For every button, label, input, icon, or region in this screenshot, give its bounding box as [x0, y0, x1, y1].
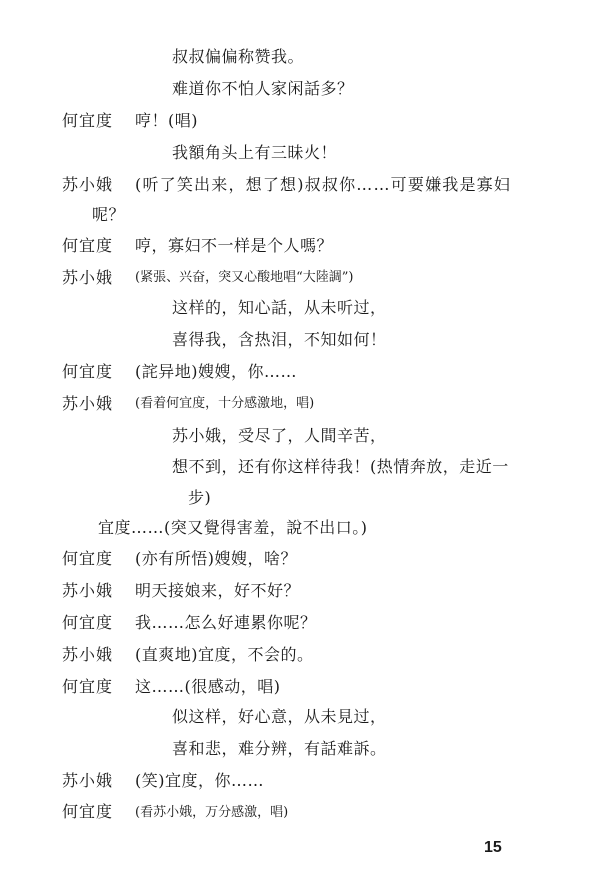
speaker-name: 何宜度 [62, 362, 114, 381]
dialogue-line: 哼，寡妇不一样是个人嗎？ [135, 236, 334, 255]
dialogue-continuation: 呢？ [92, 205, 126, 224]
dialogue-line: 宜度……(突又覺得害羞，說不出口。) [98, 518, 368, 537]
speaker-name: 何宜度 [62, 111, 114, 130]
speaker-name: 苏小娥 [62, 175, 114, 194]
dialogue-line: 这……(很感动，唱) [135, 677, 281, 696]
page-number: 15 [484, 839, 502, 856]
verse-line: 苏小娥，受尽了，人間辛苦， [172, 426, 387, 445]
verse-line: 似这样，好心意，从未見过， [172, 707, 387, 726]
dialogue-line: 我……怎么好連累你呢？ [135, 613, 317, 632]
dialogue-line: (笑)宜度，你…… [135, 771, 264, 790]
speaker-name: 苏小娥 [62, 645, 114, 664]
speaker-name: 苏小娥 [62, 581, 114, 600]
speaker-name: 何宜度 [62, 677, 114, 696]
verse-line: 难道你不怕人家闲話多？ [172, 79, 354, 98]
verse-line: 我額角头上有三昧火！ [172, 143, 338, 162]
verse-line: 这样的，知心話，从未听过， [172, 298, 387, 317]
speaker-name: 何宜度 [62, 613, 114, 632]
dialogue-line: (听了笑出来，想了想)叔叔你……可要嫌我是寡妇 [135, 175, 512, 194]
stage-direction: (紧張、兴奋，突又心酸地唱“大陸調”) [135, 270, 354, 285]
stage-direction: (看苏小娥，万分感激，唱) [135, 805, 289, 820]
dialogue-line: (詫异地)嫂嫂，你…… [135, 362, 297, 381]
speaker-name: 何宜度 [62, 236, 114, 255]
speaker-name: 苏小娥 [62, 394, 114, 413]
speaker-name: 苏小娥 [62, 268, 114, 287]
verse-line: 想不到，还有你这样待我！(热情奔放，走近一 [172, 457, 509, 476]
verse-line: 喜和悲，难分辨，有話难訴。 [172, 739, 387, 758]
dialogue-line: 明天接娘来，好不好？ [135, 581, 301, 600]
speaker-name: 何宜度 [62, 549, 114, 568]
verse-continuation: 步) [188, 488, 212, 507]
speaker-name: 何宜度 [62, 802, 114, 821]
verse-line: 叔叔偏偏称赞我。 [172, 47, 305, 66]
stage-direction: (看着何宜度，十分感激地，唱) [135, 396, 315, 411]
dialogue-line: (亦有所悟)嫂嫂，啥？ [135, 549, 297, 568]
speaker-name: 苏小娥 [62, 771, 114, 790]
verse-line: 喜得我，含热泪，不知如何！ [172, 330, 387, 349]
dialogue-line: 哼！(唱) [135, 111, 198, 130]
dialogue-line: (直爽地)宜度，不会的。 [135, 645, 314, 664]
